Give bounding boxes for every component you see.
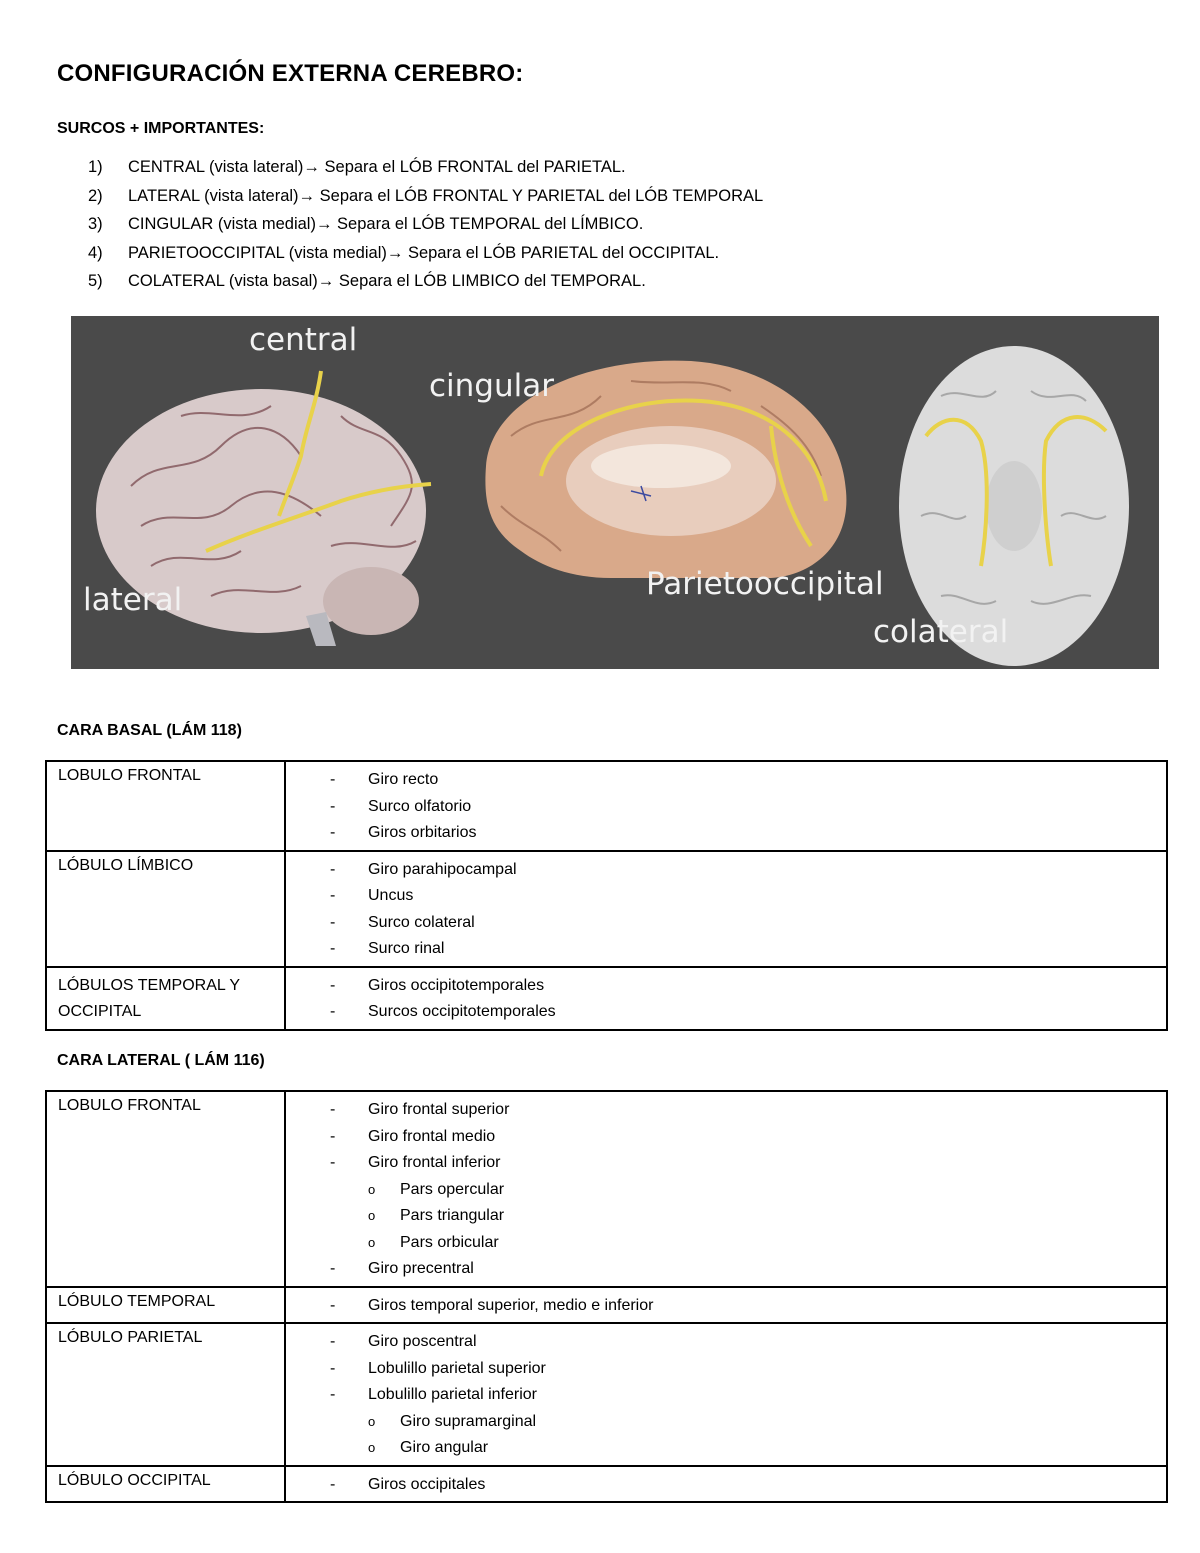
list-item	[330, 820, 1156, 847]
item-text: Giro poscentral	[368, 1333, 477, 1350]
label-colateral: colateral	[873, 614, 1009, 650]
circle-bullet: o	[368, 1234, 376, 1250]
list-text: CENTRAL (vista lateral)→ Separa el LÓB FRONTAL del PARIETAL.	[128, 158, 626, 176]
item-text: Giros occipitotemporales	[368, 976, 545, 994]
list-text: COLATERAL (vista basal)→ Separa el LÓB LIMBICO del TEMPORAL.	[128, 272, 646, 290]
circle-bullet: o	[368, 1208, 376, 1223]
item-text: Surco colateral	[368, 913, 475, 931]
list-number: 4)	[88, 243, 103, 262]
lateral-table	[45, 1090, 1168, 1503]
list-item	[330, 1097, 1156, 1124]
table-row	[46, 1091, 1167, 1287]
list-item	[330, 973, 1156, 1000]
lobe-cell	[46, 761, 285, 851]
item-text: Giro angular	[400, 1439, 489, 1456]
dash-bullet: -	[330, 1154, 336, 1171]
item-text: Giros occipitales	[368, 1475, 486, 1493]
list-text: PARIETOOCCIPITAL (vista medial)→ Separa el LÓB PARIETAL del OCCIPITAL.	[128, 243, 720, 262]
list-item	[330, 1293, 1156, 1320]
list-item	[330, 883, 1156, 910]
brain-sulci-figure	[71, 316, 1159, 669]
sub-list-item	[330, 1409, 1156, 1436]
dash-bullet: -	[330, 913, 336, 931]
item-text: Lobulillo parietal superior	[368, 1359, 546, 1377]
list-item	[330, 857, 1156, 884]
list-text: CINGULAR (vista medial)→ Separa el LÓB TEMPORAL del LÍMBICO.	[128, 215, 644, 233]
dash-bullet: -	[330, 1101, 336, 1118]
lobe-name: LÓBULOS TEMPORAL Y OCCIPITAL	[58, 976, 240, 1020]
list-item	[330, 936, 1156, 963]
dash-bullet: -	[330, 1003, 336, 1020]
items-cell	[285, 967, 1167, 1030]
list-item	[330, 1356, 1156, 1383]
item-text: Giro frontal medio	[368, 1127, 496, 1145]
dash-bullet: -	[330, 1127, 336, 1145]
item-text: Uncus	[368, 887, 414, 904]
page-title: CONFIGURACIÓN EXTERNA CEREBRO:	[57, 60, 524, 87]
list-number: 3)	[88, 215, 103, 233]
dash-bullet: -	[330, 1359, 336, 1377]
list-item	[88, 272, 763, 301]
item-text: Giro frontal inferior	[368, 1154, 501, 1171]
dash-bullet: -	[330, 1333, 336, 1350]
list-item	[330, 1124, 1156, 1151]
item-text: Surco olfatorio	[368, 797, 472, 815]
lobe-cell	[46, 1287, 285, 1324]
item-text: Giro recto	[368, 771, 439, 788]
item-text: Giro supramarginal	[400, 1412, 537, 1430]
item-text: Giro frontal superior	[368, 1101, 510, 1118]
item-text: Giros orbitarios	[368, 824, 477, 841]
list-item	[330, 1382, 1156, 1409]
table-row	[46, 967, 1167, 1030]
lobe-name: LOBULO FRONTAL	[58, 767, 201, 784]
item-text: Pars triangular	[400, 1207, 505, 1224]
list-item	[330, 1256, 1156, 1283]
item-text: Giro precentral	[368, 1260, 474, 1277]
sub-list-item	[330, 1435, 1156, 1462]
dash-bullet: -	[330, 1260, 336, 1277]
sub-list-item	[330, 1177, 1156, 1204]
label-central: central	[249, 322, 358, 358]
basal-table	[45, 760, 1168, 1031]
lobe-name: LÓBULO OCCIPITAL	[58, 1471, 211, 1489]
dash-bullet: -	[330, 797, 336, 815]
list-item	[330, 1150, 1156, 1177]
dash-bullet: -	[330, 860, 336, 878]
list-item	[330, 794, 1156, 821]
items-cell	[285, 1091, 1167, 1287]
items-cell	[285, 761, 1167, 851]
list-item	[330, 767, 1156, 794]
circle-bullet: o	[368, 1413, 376, 1429]
dash-bullet: -	[330, 824, 336, 841]
dash-bullet: -	[330, 887, 336, 904]
item-text: Pars opercular	[400, 1180, 505, 1198]
list-item	[88, 215, 763, 244]
list-item	[88, 158, 763, 187]
sulci-list	[88, 158, 763, 301]
dash-bullet: -	[330, 1386, 336, 1403]
table-row	[46, 1287, 1167, 1324]
circle-bullet: o	[368, 1181, 376, 1197]
items-cell	[285, 1466, 1167, 1503]
lobe-cell	[46, 1323, 285, 1466]
list-number: 2)	[88, 186, 103, 205]
label-parietooccipital: Parietooccipital	[646, 566, 884, 602]
lobe-cell	[46, 1466, 285, 1503]
circle-bullet: o	[368, 1440, 376, 1455]
basal-heading: CARA BASAL (LÁM 118)	[57, 722, 242, 739]
item-text: Lobulillo parietal inferior	[368, 1386, 537, 1403]
dash-bullet: -	[330, 1296, 336, 1314]
list-item	[330, 910, 1156, 937]
dash-bullet: -	[330, 771, 336, 788]
list-item	[330, 1472, 1156, 1499]
items-cell	[285, 1287, 1167, 1324]
lobe-name: LOBULO FRONTAL	[58, 1097, 201, 1114]
dash-bullet: -	[330, 976, 336, 994]
lobe-name: LÓBULO LÍMBICO	[58, 856, 194, 874]
item-text: Pars orbicular	[400, 1233, 499, 1251]
item-text: Giro parahipocampal	[368, 860, 517, 878]
lobe-name: LÓBULO PARIETAL	[58, 1329, 203, 1346]
dash-bullet: -	[330, 1475, 336, 1493]
list-number: 1)	[88, 158, 103, 176]
sub-list-item	[330, 1230, 1156, 1257]
label-cingular: cingular	[429, 368, 554, 404]
item-text: Surco rinal	[368, 940, 445, 957]
lobe-cell	[46, 967, 285, 1030]
items-cell	[285, 1323, 1167, 1466]
list-number: 5)	[88, 272, 103, 290]
lobe-name: LÓBULO TEMPORAL	[58, 1292, 216, 1310]
list-item	[88, 187, 763, 216]
list-item	[330, 999, 1156, 1026]
lobe-cell	[46, 851, 285, 967]
list-item	[88, 244, 763, 273]
item-text: Surcos occipitotemporales	[368, 1003, 556, 1020]
dash-bullet: -	[330, 940, 336, 957]
items-cell	[285, 851, 1167, 967]
lobe-cell	[46, 1091, 285, 1287]
list-text: LATERAL (vista lateral)→ Separa el LÓB FRONTAL Y PARIETAL del LÓB TEMPORAL	[128, 186, 764, 205]
table-row	[46, 1323, 1167, 1466]
list-item	[330, 1329, 1156, 1356]
item-text: Giros temporal superior, medio e inferior	[368, 1296, 654, 1314]
table-row	[46, 761, 1167, 851]
sub-list-item	[330, 1203, 1156, 1230]
label-lateral: lateral	[83, 582, 183, 618]
table-row	[46, 1466, 1167, 1503]
lateral-heading: CARA LATERAL ( LÁM 116)	[57, 1052, 265, 1069]
table-row	[46, 851, 1167, 967]
sulci-heading: SURCOS + IMPORTANTES:	[57, 120, 265, 137]
